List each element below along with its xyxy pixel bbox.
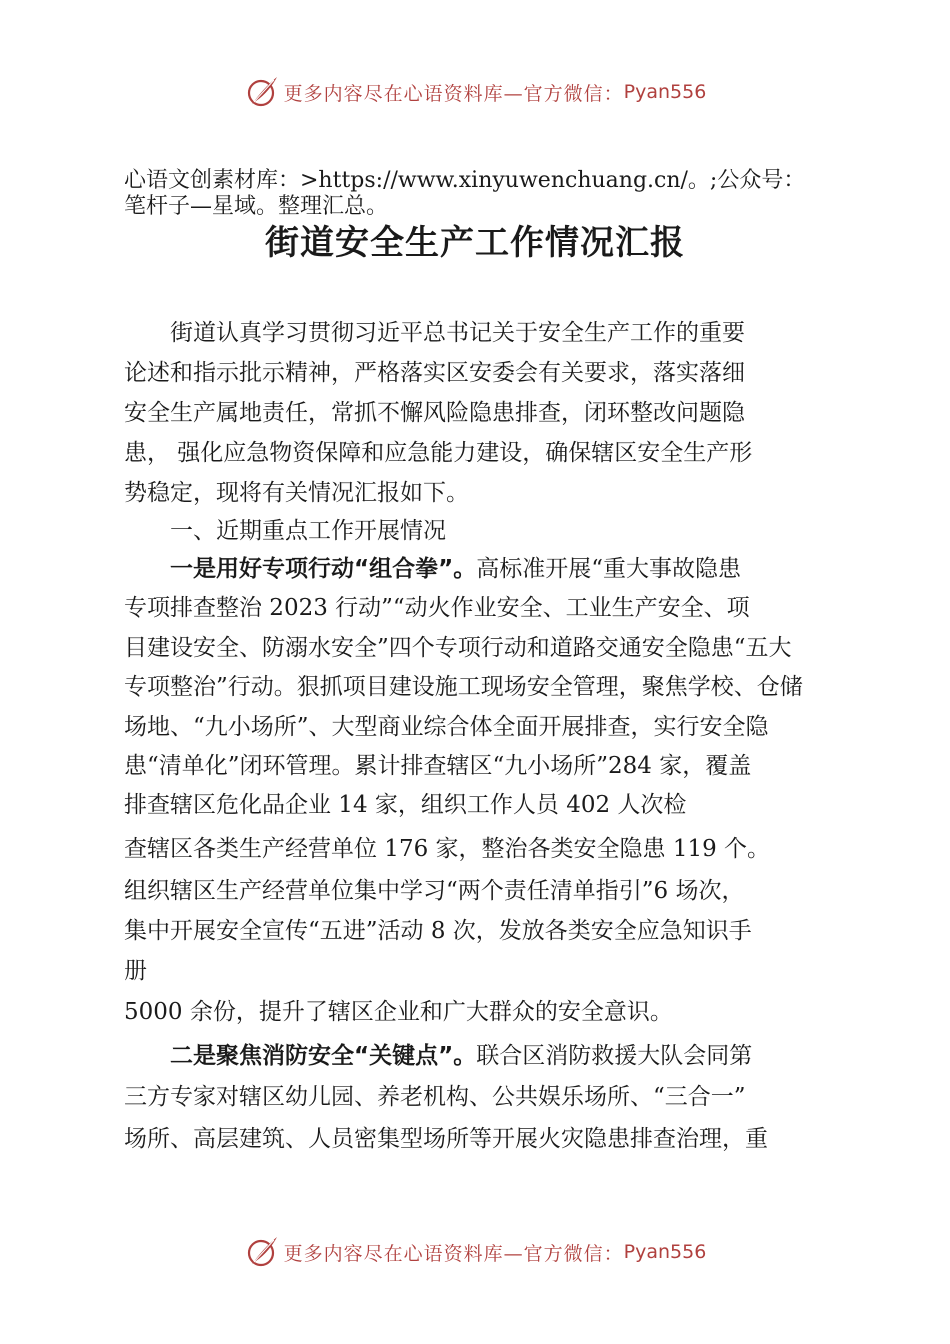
- body-line: [170, 1041, 752, 1071]
- body-line: 势稳定，现将有关情况汇报如下。: [124, 480, 469, 506]
- feather-quill-icon: [244, 1234, 280, 1270]
- paragraph-lead: 一是用好专项行动“组合拳”。: [170, 556, 477, 582]
- body-line: 场地、“九小场所”、大型商业综合体全面开展排查，实行安全隐: [124, 714, 769, 740]
- body-line: [170, 554, 741, 584]
- body-line: 患， 强化应急物资保障和应急能力建设，确保辖区安全生产形: [124, 440, 753, 466]
- source-note: [124, 168, 844, 220]
- body-line: 患“清单化”闭环管理。累计排查辖区“九小场所”284 家，覆盖: [124, 753, 752, 779]
- body-line: 安全生产属地责任，常抓不懈风险隐患排查，闭环整改问题隐: [124, 400, 745, 426]
- body-line: 集中开展安全宣传“五进”活动 8 次，发放各类安全应急知识手: [124, 918, 752, 944]
- header-banner: [0, 72, 950, 112]
- body-line: 排查辖区危化品企业 14 家，组织工作人员 402 人次检: [124, 792, 687, 818]
- footer-banner: [0, 1232, 950, 1272]
- section-heading: 一、近期重点工作开展情况: [170, 518, 446, 544]
- body-line: 专项排查整治 2023 行动”“动火作业安全、工业生产安全、项: [124, 595, 750, 621]
- body-line: 册: [124, 958, 147, 984]
- paragraph-text: 高标准开展“重大事故隐患: [476, 556, 741, 582]
- body-line: 街道认真学习贯彻习近平总书记关于安全生产工作的重要: [170, 320, 745, 346]
- body-line: 组织辖区生产经营单位集中学习“两个责任清单指引”6 场次，: [124, 878, 745, 904]
- banner-text: 更多内容尽在心语资料库—官方微信：: [283, 1242, 624, 1265]
- body-line: 论述和指示批示精神，严格落实区安委会有关要求，落实落细: [124, 360, 745, 386]
- feather-quill-icon: [244, 74, 280, 110]
- body-line: 查辖区各类生产经营单位 176 家，整治各类安全隐患 119 个。: [124, 836, 771, 862]
- banner-text: 更多内容尽在心语资料库—官方微信：: [283, 82, 624, 105]
- document-title: 街道安全生产工作情况汇报: [265, 223, 685, 263]
- body-line: 专项整治”行动。狠抓项目建设施工现场安全管理，聚焦学校、仓储: [124, 674, 803, 700]
- source-line-2: 笔杆子—星域。整理汇总。: [124, 194, 389, 219]
- body-line: 场所、高层建筑、人员密集型场所等开展火灾隐患排查治理，重: [124, 1126, 768, 1152]
- body-line: 5000 余份，提升了辖区企业和广大群众的安全意识。: [124, 999, 673, 1025]
- banner-wechat-handle: Pyan556: [623, 1241, 707, 1263]
- paragraph-lead: 二是聚焦消防安全“关键点”。: [170, 1043, 477, 1069]
- body-line: 三方专家对辖区幼儿园、养老机构、公共娱乐场所、“三合一”: [124, 1084, 746, 1110]
- source-line-1: 心语文创素材库：>https://www.xinyuwenchuang.cn/。;公众号：: [124, 168, 806, 193]
- body-line: 目建设安全、防溺水安全”四个专项行动和道路交通安全隐患“五大: [124, 635, 792, 661]
- paragraph-text: 联合区消防救援大队会同第: [476, 1043, 753, 1069]
- banner-wechat-handle: Pyan556: [623, 81, 707, 103]
